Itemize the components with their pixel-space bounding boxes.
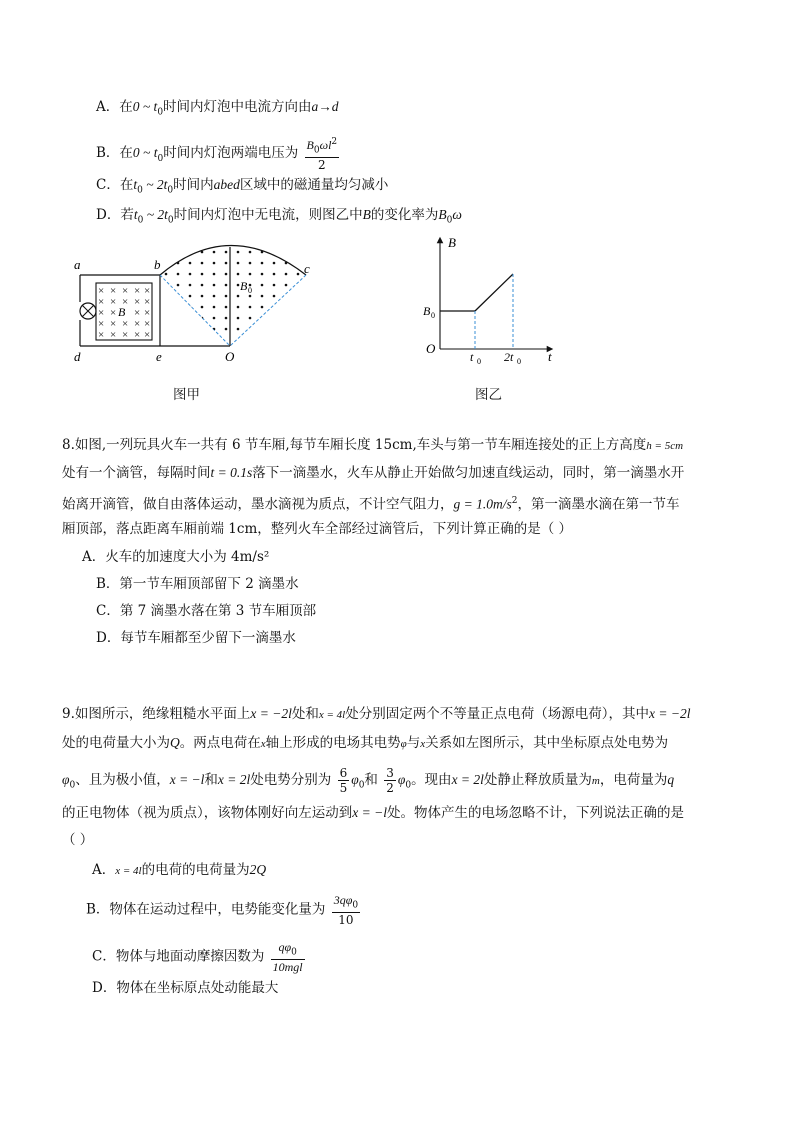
field-dot (201, 295, 204, 298)
q8-line-4: 厢顶部，落点距离车厢前端 1cm，整列火车全部经过滴管后，下列计算正确的是（ ） (62, 521, 573, 537)
field-dot (165, 295, 168, 298)
svg-text:×: × (144, 285, 151, 297)
q9-option-b: B．物体在运动过程中，电势能变化量为 $\frac{3q\varphi_0}{10}$ (86, 893, 359, 928)
field-dot (285, 262, 288, 265)
field-dot (237, 295, 240, 298)
field-dot (261, 328, 264, 331)
field-dot (225, 251, 228, 254)
field-dot (261, 284, 264, 287)
svg-text:×: × (98, 285, 105, 297)
field-dot (237, 317, 240, 320)
q8-line-2: 处有一个滴管，每隔时间t = 0.1s落下一滴墨水，火车从静止开始做匀加速直线运动，同时，第一滴墨水开 (62, 465, 685, 481)
svg-text:×: × (110, 296, 117, 308)
field-dot (201, 251, 204, 254)
field-dot (249, 306, 252, 309)
field-dot (261, 251, 264, 254)
field-dot (225, 328, 228, 331)
svg-text:×: × (122, 285, 129, 297)
svg-text:t: t (548, 349, 552, 364)
field-dot (189, 284, 192, 287)
svg-text:B: B (448, 235, 456, 250)
field-dot (165, 273, 168, 276)
field-dot (261, 262, 264, 265)
svg-text:×: × (122, 329, 129, 341)
figure-jia-caption: 图甲 (173, 387, 200, 403)
field-dot (297, 317, 300, 320)
field-dot (249, 317, 252, 320)
field-dot (225, 306, 228, 309)
field-dot (249, 295, 252, 298)
svg-text:×: × (134, 329, 141, 341)
field-dot (225, 317, 228, 320)
field-dot (297, 273, 300, 276)
svg-text:×: × (134, 307, 141, 319)
svg-text:0: 0 (431, 311, 435, 320)
figure-yi (418, 232, 568, 367)
field-dot (177, 273, 180, 276)
q8-option-d: D．每节车厢都至少留下一滴墨水 (96, 630, 296, 646)
field-dot (189, 328, 192, 331)
field-dot (225, 262, 228, 265)
field-dot (201, 284, 204, 287)
svg-text:O: O (225, 349, 235, 364)
q7-option-d: D．若$t_0$ ~ $2t_0$时间内灯泡中无电流，则图乙中B的变化率为$B_0\omega$ (96, 207, 462, 226)
svg-text:2t: 2t (504, 350, 514, 364)
field-dot (213, 317, 216, 320)
field-dot (285, 306, 288, 309)
field-dot (189, 317, 192, 320)
field-dot (201, 273, 204, 276)
svg-text:×: × (144, 329, 151, 341)
field-dot (261, 295, 264, 298)
figure-yi-caption: 图乙 (475, 387, 502, 403)
field-dot (261, 273, 264, 276)
q9-option-a: A．x = 4l的电荷的电荷量为2Q (92, 862, 267, 878)
field-dot (177, 284, 180, 287)
q8-line-1: 8.如图,一列玩具火车一共有 6 节车厢,每节车厢长度 15cm,车头与第一节车厢连接处的正上方高度h = 5cm (62, 437, 684, 453)
svg-text:t: t (470, 350, 474, 364)
field-dot (165, 262, 168, 265)
field-dot (285, 273, 288, 276)
svg-text:0: 0 (477, 357, 481, 366)
field-dot (237, 306, 240, 309)
svg-text:e: e (156, 349, 162, 364)
q9-line-2: 处的电荷量大小为Q。两点电荷在x轴上形成的电场其电势φ与x关系如左图所示，其中坐标原点处电势为 (62, 735, 669, 751)
field-dot (213, 251, 216, 254)
field-dot (165, 328, 168, 331)
svg-text:×: × (98, 318, 105, 330)
field-dot (189, 262, 192, 265)
q9-line-1: 9.如图所示，绝缘粗糙水平面上x = −2l处和x = 4l处分别固定两个不等量正点电荷（场源电荷），其中x = −2l (62, 706, 691, 722)
field-dot (285, 317, 288, 320)
field-dot (177, 251, 180, 254)
field-dot (273, 317, 276, 320)
svg-text:×: × (122, 296, 129, 308)
q8-option-b: B．第一节车厢顶部留下 2 滴墨水 (96, 576, 299, 592)
field-dot (237, 284, 240, 287)
q9-line-5: （ ） (62, 832, 94, 848)
field-dot (285, 328, 288, 331)
field-dot (237, 251, 240, 254)
field-dot (165, 317, 168, 320)
field-dot (249, 273, 252, 276)
field-dot (177, 317, 180, 320)
voltage-fraction: $\frac{B_0\omega l^2}{2}$ (306, 137, 338, 173)
svg-text:×: × (144, 296, 151, 308)
svg-text:×: × (134, 318, 141, 330)
q8-option-c: C．第 7 滴墨水落在第 3 节车厢顶部 (96, 603, 317, 619)
svg-text:×: × (110, 318, 117, 330)
field-dot (189, 273, 192, 276)
svg-text:B: B (240, 279, 248, 293)
svg-text:×: × (144, 307, 151, 319)
svg-text:×: × (98, 307, 105, 319)
svg-text:O: O (426, 341, 436, 356)
svg-text:×: × (110, 329, 117, 341)
field-dot (225, 273, 228, 276)
field-dot (273, 328, 276, 331)
svg-text:a: a (74, 257, 81, 272)
q9-option-c: C．物体与地面动摩擦因数为 $\frac{q\varphi_0}{\text{10mgl}}$ (92, 940, 303, 975)
field-dot (273, 251, 276, 254)
svg-text:×: × (134, 296, 141, 308)
field-dot (225, 295, 228, 298)
field-dot (285, 284, 288, 287)
field-dot (249, 328, 252, 331)
svg-text:0: 0 (248, 286, 252, 295)
field-dot (189, 251, 192, 254)
field-dot (201, 328, 204, 331)
field-dot (285, 295, 288, 298)
field-dot (213, 273, 216, 276)
q7-option-c: C．在$t_0$ ~ $2t_0$时间内abed区域中的磁通量均匀减小 (96, 177, 389, 196)
svg-text:d: d (74, 349, 81, 364)
figure-jia (68, 238, 328, 368)
svg-text:B: B (423, 304, 431, 318)
svg-text:b: b (154, 257, 161, 272)
svg-text:×: × (98, 296, 105, 308)
field-dot (177, 328, 180, 331)
field-dot (177, 306, 180, 309)
field-dot (273, 295, 276, 298)
q7-option-b: B．在0 ~ $t_0$时间内灯泡两端电压为 $\frac{B_0\omega l^2}{2}$ (96, 137, 338, 173)
field-dot (297, 306, 300, 309)
svg-text:c: c (304, 261, 310, 276)
field-dot (165, 251, 168, 254)
q9-line-3: $\varphi_0$、且为极小值，x = −l和x = 2l处电势分别为 $\frac{6}{5}$ $\varphi_0$和 $\frac{3}{2}$ $\varphi_0$。现由x = 2l处静止释放质量为m，电荷量为q (62, 766, 675, 795)
field-dot (225, 284, 228, 287)
field-dot (165, 284, 168, 287)
svg-text:×: × (122, 318, 129, 330)
field-dot (189, 306, 192, 309)
field-dot (249, 262, 252, 265)
field-dot (273, 284, 276, 287)
svg-text:×: × (110, 307, 117, 319)
field-dot (261, 306, 264, 309)
svg-text:×: × (98, 329, 105, 341)
field-dot (297, 328, 300, 331)
q9-line-4: 的正电物体（视为质点），该物体刚好向左运动到x = −l处。物体产生的电场忽略不计，下列说法正确的是 (62, 805, 684, 821)
field-dot (297, 262, 300, 265)
field-dot (177, 295, 180, 298)
svg-text:×: × (134, 285, 141, 297)
field-dot (213, 295, 216, 298)
field-dot (213, 284, 216, 287)
field-dot (213, 306, 216, 309)
field-dot (297, 251, 300, 254)
field-dot (297, 295, 300, 298)
field-dot (273, 273, 276, 276)
field-dot (237, 262, 240, 265)
field-dot (213, 262, 216, 265)
q9-option-d: D．物体在坐标原点处动能最大 (92, 980, 279, 996)
field-dot (165, 306, 168, 309)
svg-text:B: B (118, 305, 126, 319)
field-dot (201, 306, 204, 309)
field-dot (285, 251, 288, 254)
svg-text:×: × (144, 318, 151, 330)
field-dot (237, 328, 240, 331)
svg-text:0: 0 (517, 357, 521, 366)
field-dot (297, 284, 300, 287)
q8-line-3: 始离开滴管，做自由落体运动，墨水滴视为质点，不计空气阻力，$g = 1.0m/s^2$，第一滴墨水滴在第一节车 (62, 496, 680, 513)
field-dot (237, 273, 240, 276)
field-dot (249, 251, 252, 254)
field-dot (273, 262, 276, 265)
field-dot (189, 295, 192, 298)
q7-option-a: A．在0 ~ $t_0$时间内灯泡中电流方向由a→d (96, 99, 339, 118)
q8-option-a: A．火车的加速度大小为 4m/s² (82, 549, 270, 565)
field-dot (201, 262, 204, 265)
svg-text:×: × (110, 285, 117, 297)
